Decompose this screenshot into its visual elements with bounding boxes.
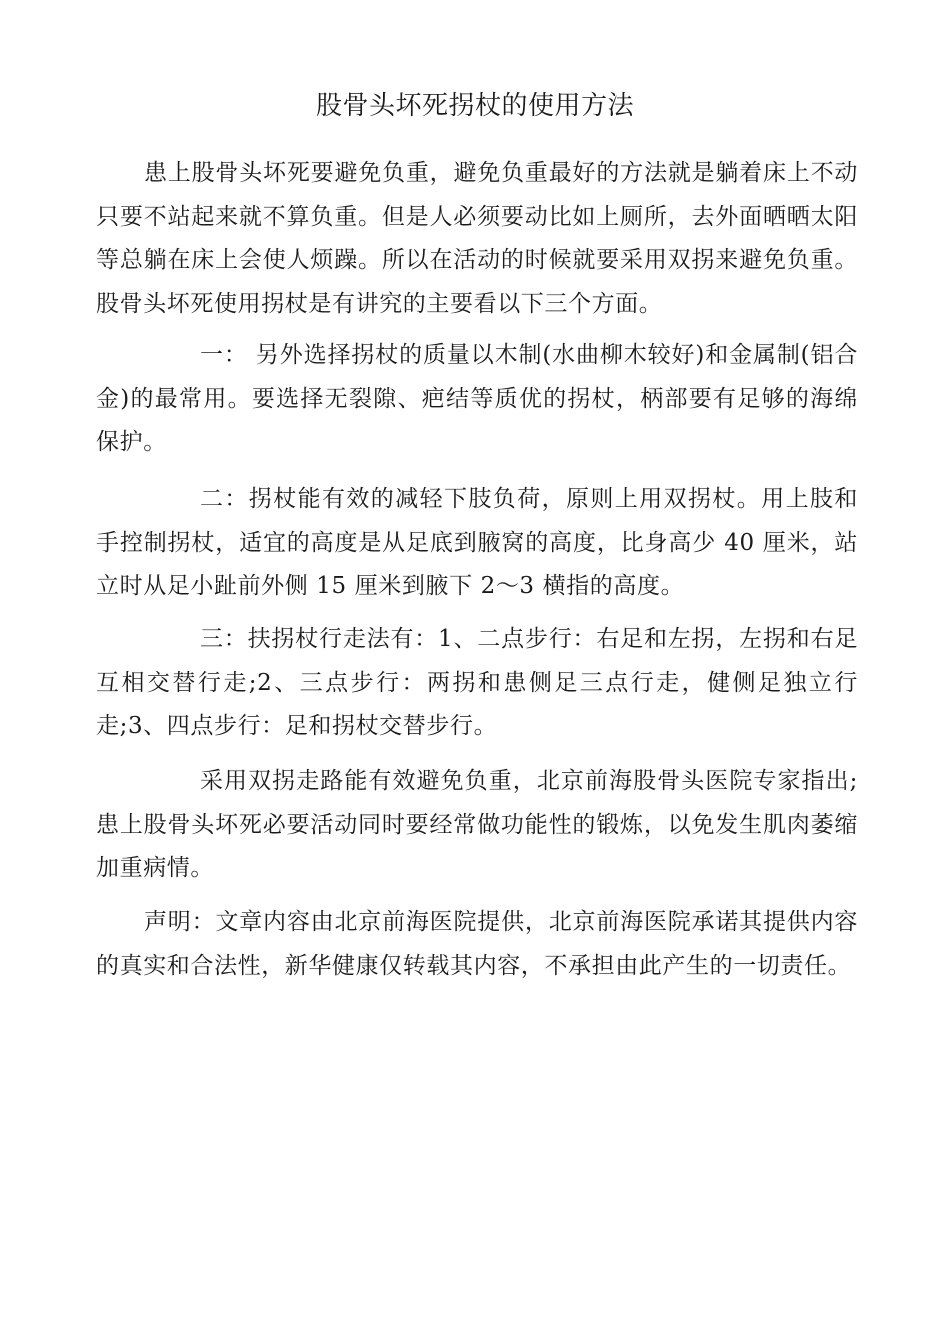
point-three-paragraph: 三：扶拐杖行走法有：1、二点步行：右足和左拐，左拐和右足互相交替行走;2、三点步行：两拐和患侧足三点行走，健侧足独立行走;3、四点步行：足和拐杖交替步行。: [96, 626, 858, 739]
intro-paragraph: 患上股骨头坏死要避免负重，避免负重最好的方法就是躺着床上不动只要不站起来就不算负重。但是人必须要动比如上厕所，去外面晒晒太阳等总躺在床上会使人烦躁。所以在活动的时候就要采用双拐来避免负重。股骨头坏死使用拐杖是有讲究的主要看以下三个方面。: [96, 160, 858, 317]
conclusion-paragraph: 采用双拐走路能有效避免负重，北京前海股骨头医院专家指出;患上股骨头坏死必要活动同时要经常做功能性的锻炼，以免发生肌肉萎缩加重病情。: [96, 768, 858, 881]
point-two-paragraph: 二：拐杖能有效的减轻下肢负荷，原则上用双拐杖。用上肢和手控制拐杖，适宜的高度是从足底到腋窝的高度，比身高少 40 厘米，站立时从足小趾前外侧 15 厘米到腋下 2～3 横指的高度。: [96, 486, 858, 599]
disclaimer-paragraph: 声明：文章内容由北京前海医院提供，北京前海医院承诺其提供内容的真实和合法性，新华健康仅转载其内容，不承担由此产生的一切责任。: [96, 909, 858, 979]
point-one-paragraph: 一： 另外选择拐杖的质量以木制(水曲柳木较好)和金属制(铝合金)的最常用。要选择无裂隙、疤结等质优的拐杖，柄部要有足够的海绵保护。: [96, 342, 858, 455]
document-title: 股骨头坏死拐杖的使用方法: [315, 91, 634, 121]
